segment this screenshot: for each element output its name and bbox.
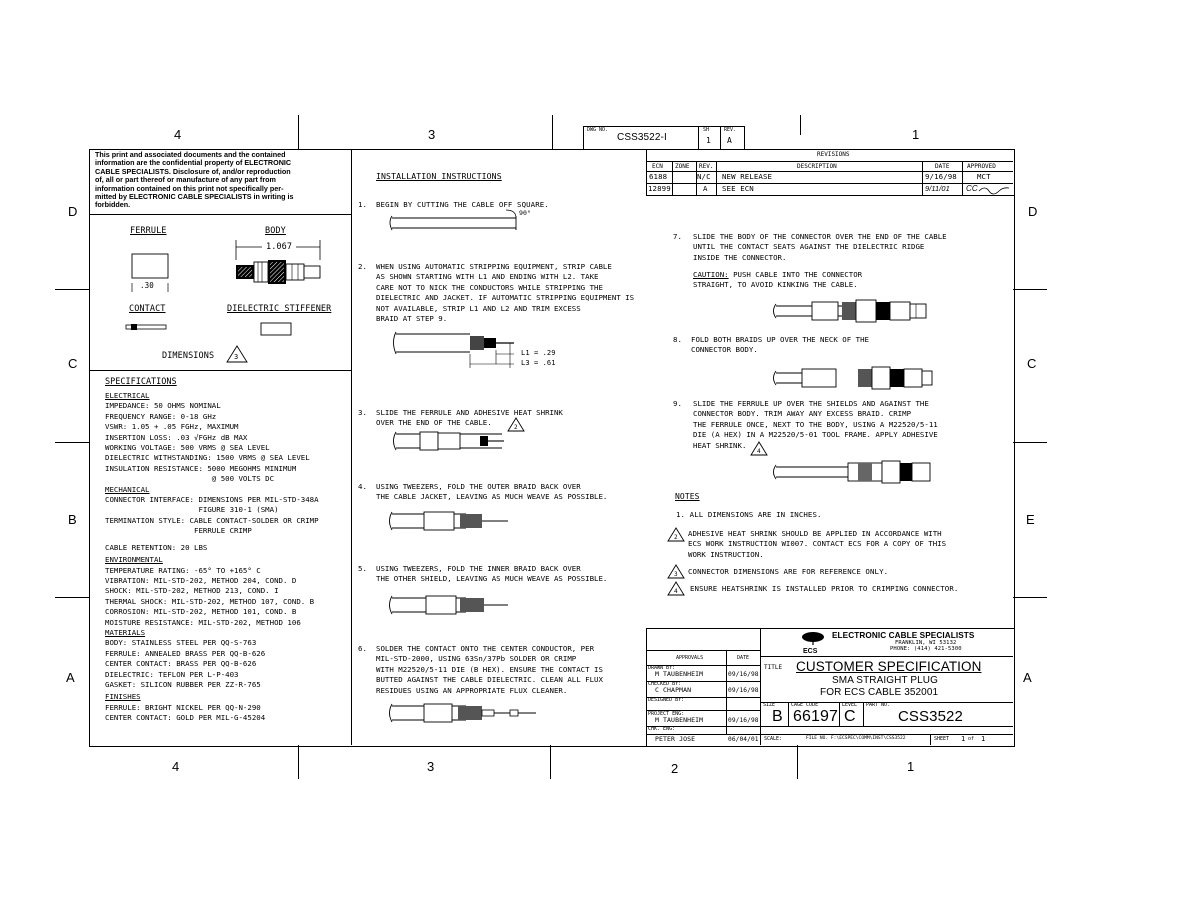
spec-line: CABLE RETENTION: 20 LBS	[105, 542, 208, 552]
step-1-number: 1.	[358, 200, 368, 209]
rev-row-rev: A	[703, 184, 708, 193]
divider	[672, 161, 673, 195]
zone-label-right-C: C	[1027, 356, 1037, 371]
zone-label-right-D: D	[1028, 204, 1038, 219]
notice-line: mitted by ELECTRONIC CABLE SPECIALISTS in writing is	[95, 192, 294, 202]
sheet-of: of	[968, 736, 975, 742]
checked-date: 09/16/98	[728, 687, 759, 694]
spec-line: FERRULE: ANNEALED BRASS PER QQ-B-626	[105, 648, 266, 658]
rev-row-rev: N/C	[697, 172, 711, 181]
step-9-text	[693, 399, 938, 451]
step-line: OVER THE END OF THE CABLE.	[376, 418, 492, 428]
ecs-logo-icon	[800, 631, 826, 655]
notice-line: CABLE SPECIALISTS. Disclosure of, and/or reproduction	[95, 166, 291, 176]
rev-row-description: SEE ECN	[722, 184, 754, 193]
step-1-text: BEGIN BY CUTTING THE CABLE OFF SQUARE.	[376, 200, 549, 209]
dimension-l3: L3 = .61	[521, 359, 556, 367]
note-line: WORK INSTRUCTION.	[688, 549, 764, 559]
spec-line: FREQUENCY RANGE: 0-18 GHz	[105, 411, 217, 421]
step-line: CARE NOT TO NICK THE CONDUCTORS WHILE STRIPPING THE	[376, 282, 603, 292]
scale-label: SCALE:	[764, 736, 783, 742]
notice-line: information contained on this print not specifically per-	[95, 183, 284, 193]
spec-line: INSULATION RESISTANCE: 5000 MEGOHMS MINIMUM	[105, 463, 297, 473]
ferrule-dimension: .30	[140, 281, 154, 290]
section-divider	[89, 214, 351, 215]
divider	[698, 126, 699, 149]
zone-tick	[1013, 289, 1047, 290]
step-line: NOT AVAILABLE, STRIP L1 AND L2 AND TRIM EXCESS	[376, 303, 581, 313]
caution-block	[693, 270, 862, 291]
company-name: ELECTRONIC CABLE SPECIALISTS	[832, 631, 975, 640]
step-9-note-ref: 4	[757, 448, 761, 455]
note-3-text: CONNECTOR DIMENSIONS ARE FOR REFERENCE ONLY.	[688, 567, 889, 576]
revisions-title: REVISIONS	[817, 151, 850, 158]
dimensions-label: DIMENSIONS	[162, 351, 215, 361]
zone-label-right-A: A	[1023, 670, 1032, 685]
sheet-value: 1	[706, 136, 711, 145]
zone-tick	[298, 745, 299, 779]
spec-line: WORKING VOLTAGE: 500 VRMS @ SEA LEVEL	[105, 443, 270, 453]
step-line: SLIDE THE BODY OF THE CONNECTOR OVER THE END OF THE CABLE	[693, 232, 947, 241]
spec-line: TERMINATION STYLE: CABLE CONTACT-SOLDER OR CRIMP	[105, 515, 319, 525]
zone-label-bottom-2: 2	[671, 761, 679, 776]
rev-row-date: 9/11/01	[925, 184, 950, 193]
step-3-drawing	[392, 430, 512, 452]
company-city: FRANKLIN, WI 53132	[895, 640, 957, 646]
divider	[646, 183, 1013, 184]
step-1-cable-drawing	[388, 210, 528, 232]
spec-line: VSWR: 1.05 + .05 FGHz, MAXIMUM	[105, 422, 239, 432]
note-4-number: 4	[674, 588, 678, 595]
step-9-number: 9.	[673, 399, 683, 408]
rev-row-ecn: 6188	[649, 172, 668, 181]
step-line: THE CABLE JACKET, LEAVING AS MUCH WEAVE AS POSSIBLE.	[376, 492, 608, 502]
svg-text:ECS: ECS	[803, 648, 818, 655]
chk-eng-value: PETER JOSE	[655, 735, 696, 743]
rev-row-description: NEW RELEASE	[722, 172, 773, 181]
installation-title: INSTALLATION INSTRUCTIONS	[376, 171, 502, 181]
spec-line: THERMAL SHOCK: MIL-STD-202, METHOD 107, COND. B	[105, 596, 315, 606]
spec-line: DIELECTRIC: TEFLON PER L-P-403	[105, 669, 239, 679]
step-line: USING TWEEZERS, FOLD THE INNER BRAID BACK OVER	[376, 564, 581, 573]
sheet-label: SH	[703, 127, 710, 133]
step-4-drawing	[388, 510, 518, 532]
spec-line: GASKET: SILICON RUBBER PER ZZ-R-765	[105, 679, 261, 689]
dimensions-note-ref: 3	[234, 353, 239, 361]
stiffener-drawing	[259, 321, 295, 337]
step-3-text	[376, 408, 563, 429]
spec-line: CONNECTOR INTERFACE: DIMENSIONS PER MIL-STD-348A	[105, 495, 319, 505]
zone-label-left-D: D	[68, 204, 78, 219]
divider	[646, 161, 1013, 162]
zone-label-top-3: 3	[428, 127, 436, 142]
project-eng-date: 09/16/98	[728, 717, 759, 724]
step-line: MIL-STD-2000, USING 63Sn/37Pb SOLDER OR CRIMP	[376, 654, 577, 664]
zone-label-top-4: 4	[174, 127, 182, 142]
step-3-note-ref: 2	[514, 424, 518, 431]
step-8-drawing	[772, 365, 942, 391]
dwg-no-value: CSS3522-I	[617, 132, 667, 143]
rev-row-ecn: 12899	[648, 184, 671, 193]
size-value: B	[772, 708, 783, 725]
spec-line: CENTER CONTACT: BRASS PER QQ-B-626	[105, 659, 257, 669]
title-label: TITLE	[764, 664, 783, 671]
environmental-heading: ENVIRONMENTAL	[105, 555, 163, 565]
step-7-number: 7.	[673, 232, 683, 241]
note-1: 1. ALL DIMENSIONS ARE IN INCHES.	[676, 510, 822, 519]
notes-title: NOTES	[675, 492, 700, 501]
finishes-heading: FINISHES	[105, 692, 141, 702]
step-line: DIELECTRIC AND JACKET. IF AUTOMATIC STRIPPING EQUIPMENT IS	[376, 293, 635, 303]
step-2-number: 2.	[358, 262, 368, 271]
rev-row-approved: MCT	[977, 172, 991, 181]
zone-label-left-A: A	[66, 670, 75, 685]
zone-tick	[55, 597, 89, 598]
zone-tick	[1013, 597, 1047, 598]
step-2-text	[376, 262, 634, 324]
zone-label-bottom-3: 3	[427, 759, 435, 774]
step-6-drawing	[388, 702, 548, 724]
zone-label-left-B: B	[68, 512, 77, 527]
zone-label-right-E: E	[1026, 512, 1035, 527]
dwg-no-label: DWG NO.	[587, 127, 609, 133]
mechanical-heading: MECHANICAL	[105, 484, 150, 494]
file-number: FILE NO. F:\ECSPEC\COMM\INST\CSS3522	[806, 736, 906, 741]
step-7-drawing	[772, 298, 942, 324]
rev-label: REV.	[724, 127, 737, 133]
step-6-number: 6.	[358, 644, 368, 653]
drawn-date: 09/16/98	[728, 671, 759, 678]
step-line: HEAT SHRINK.	[693, 440, 747, 450]
spec-line: CORROSION: MIL-STD-202, METHOD 101, COND. B	[105, 607, 297, 617]
caution-text: STRAIGHT, TO AVOID KINKING THE CABLE.	[693, 280, 858, 290]
spec-line: INSERTION LOSS: .03 √FGHz dB MAX	[105, 432, 248, 442]
specifications	[105, 376, 319, 724]
document-subtitle: SMA STRAIGHT PLUG	[832, 675, 938, 686]
contact-label: CONTACT	[129, 304, 166, 314]
zone-tick	[800, 115, 801, 135]
checked-by-value: C CHAPMAN	[655, 686, 692, 694]
step-9-drawing	[772, 459, 942, 485]
step-line: THE OTHER SHIELD, LEAVING AS MUCH WEAVE AS POSSIBLE.	[376, 574, 608, 584]
spec-line: FIGURE 310-1 (SMA)	[105, 505, 279, 515]
note-4-text: ENSURE HEATSHRINK IS INSTALLED PRIOR TO CRIMPING CONNECTOR.	[690, 584, 959, 593]
step-8-text	[691, 335, 869, 356]
zone-tick	[550, 745, 551, 779]
proprietary-notice	[95, 151, 293, 210]
notice-line: information are the confidential property of ELECTRONIC	[95, 158, 292, 168]
body-dimension-line	[234, 240, 324, 260]
step-line: DIE (A HEX) IN A M22520/5-01 TOOL FRAME. APPLY ADHESIVE	[693, 430, 938, 440]
divider	[646, 650, 760, 651]
divider	[962, 161, 963, 195]
spec-line: FERRULE: BRIGHT NICKEL PER QQ-N-290	[105, 702, 261, 712]
cage-code-label: CAGE CODE	[791, 702, 819, 708]
step-3-number: 3.	[358, 408, 368, 417]
divider	[863, 702, 864, 726]
rev-header-date: DATE	[935, 163, 950, 170]
zone-tick	[55, 442, 89, 443]
note-2-text	[688, 529, 946, 560]
body-label: BODY	[265, 226, 286, 236]
document-subtitle-cable: FOR ECS CABLE 352001	[820, 687, 939, 698]
step-5-drawing	[388, 594, 518, 616]
spec-line: FERRULE CRIMP	[105, 526, 252, 536]
project-eng-value: M TAUBENHEIM	[655, 716, 704, 724]
zone-label-bottom-1: 1	[907, 759, 915, 774]
sheet-label: SHEET	[934, 736, 950, 742]
note-line: ADHESIVE HEAT SHRINK SHOULD BE APPLIED IN ACCORDANCE WITH	[688, 529, 942, 538]
rev-header-rev: REV.	[699, 163, 714, 170]
drawn-by-label: DRAWN BY:	[648, 665, 676, 671]
zone-tick	[55, 289, 89, 290]
rev-header-zone: ZONE	[675, 163, 690, 170]
divider	[760, 628, 761, 745]
zone-tick	[552, 115, 553, 149]
step-line: CONNECTOR BODY. TRIM AWAY ANY EXCESS BRAID. CRIMP	[693, 409, 912, 419]
step-5-number: 5.	[358, 564, 368, 573]
step-5-text	[376, 564, 607, 585]
step-line: WHEN USING AUTOMATIC STRIPPING EQUIPMENT, STRIP CABLE	[376, 262, 612, 271]
spec-line: BODY: STAINLESS STEEL PER QQ-S-763	[105, 638, 257, 648]
step-line: BRAID AT STEP 9.	[376, 314, 448, 324]
divider	[716, 161, 717, 195]
step-7-text	[693, 232, 947, 263]
step-line: WITH M22520/5-11 DIE (B HEX). ENSURE THE CONTACT IS	[376, 664, 603, 674]
caution-label: CAUTION:	[693, 270, 729, 279]
chk-eng-label: CHK. ENG:	[648, 726, 676, 732]
approvals-label: APPROVALS	[676, 655, 704, 661]
step-line: RESIDUES USING AN APPROPRIATE FLUX CLEANER.	[376, 685, 568, 695]
electrical-heading: ELECTRICAL	[105, 391, 150, 400]
zone-tick	[1013, 442, 1047, 443]
rev-header-description: DESCRIPTION	[797, 163, 837, 170]
step-1-angle: 90°	[519, 209, 532, 217]
caution-text: PUSH CABLE INTO THE CONNECTOR	[733, 270, 863, 279]
ferrule-label: FERRULE	[130, 226, 167, 236]
step-line: FOLD BOTH BRAIDS UP OVER THE NECK OF THE	[691, 335, 869, 344]
divider	[922, 161, 923, 195]
notice-line: This print and associated documents and the contained	[95, 150, 286, 159]
cage-code-value: 66197	[793, 708, 838, 725]
zone-tick	[797, 745, 798, 779]
specifications-title: SPECIFICATIONS	[105, 377, 177, 387]
step-line: AS SHOWN STARTING WITH L1 AND ENDING WITH L2. TAKE	[376, 272, 599, 282]
contact-drawing	[125, 322, 170, 332]
drawn-by-value: M TAUBENHEIM	[655, 670, 704, 678]
approvals-date-label: DATE	[737, 655, 750, 661]
divider	[930, 734, 931, 745]
rev-header-approved: APPROVED	[967, 163, 996, 170]
divider	[788, 702, 789, 726]
section-divider	[89, 370, 351, 371]
dimension-l1: L1 = .29	[521, 349, 556, 357]
step-2-strip-drawing	[392, 328, 522, 370]
spec-line: IMPEDANCE: 50 OHMS NOMINAL	[105, 401, 221, 411]
notice-line: forbidden.	[95, 200, 131, 210]
divider	[839, 702, 840, 726]
step-line: SOLDER THE CONTACT ONTO THE CENTER CONDUCTOR, PER	[376, 644, 595, 653]
zone-label-left-C: C	[68, 356, 78, 371]
zone-tick	[298, 115, 299, 149]
note-2-number: 2	[674, 534, 678, 541]
step-line: THE FERRULE ONCE, NEXT TO THE BODY, USING A M22520/5-11	[693, 419, 938, 429]
divider	[760, 656, 1013, 657]
step-line: SLIDE THE FERRULE UP OVER THE SHIELDS AND AGAINST THE	[693, 399, 929, 408]
chk-eng-date: 06/04/01	[728, 736, 759, 743]
designed-by-label: DESIGNED BY:	[648, 697, 685, 703]
sheet-total: 1	[981, 735, 986, 743]
spec-line: DIELECTRIC WITHSTANDING: 1500 VRMS @ SEA LEVEL	[105, 453, 310, 463]
divider	[726, 650, 727, 734]
rev-header-ecn: ECN	[652, 163, 663, 170]
signature-icon	[978, 184, 1010, 196]
spec-line: CENTER CONTACT: GOLD PER MIL-G-45204	[105, 713, 266, 723]
zone-label-bottom-4: 4	[172, 759, 180, 774]
divider	[720, 126, 721, 149]
part-no-label: PART NO.	[866, 702, 891, 708]
step-line: UNTIL THE CONTACT SEATS AGAINST THE DIELECTRIC RIDGE	[693, 242, 925, 252]
notice-line: of, all or part thereof or manufacture of any part from	[95, 175, 276, 185]
spec-line: MOISTURE RESISTANCE: MIL-STD-202, METHOD 106	[105, 617, 301, 627]
step-4-number: 4.	[358, 482, 368, 491]
stiffener-label: DIELECTRIC STIFFENER	[227, 304, 332, 314]
spec-line: SHOCK: MIL-STD-202, METHOD 213, COND. I	[105, 586, 279, 596]
step-line: BUTTED AGAINST THE CABLE DIELECTRIC. CLEAN ALL FLUX	[376, 675, 603, 685]
step-4-text	[376, 482, 607, 503]
document-title: CUSTOMER SPECIFICATION	[796, 659, 982, 674]
level-value: C	[844, 708, 856, 725]
step-line: CONNECTOR BODY.	[691, 345, 758, 355]
rev-value: A	[727, 136, 732, 145]
step-line: USING TWEEZERS, FOLD THE OUTER BRAID BACK OVER	[376, 482, 581, 491]
rev-row-date: 9/16/98	[925, 172, 957, 181]
step-6-text	[376, 644, 603, 696]
step-line: INSIDE THE CONNECTOR.	[693, 252, 787, 262]
sheet-number: 1	[961, 735, 966, 743]
note-line: ECS WORK INSTRUCTION WI007. CONTACT ECS FOR A COPY OF THIS	[688, 539, 947, 549]
body-drawing	[234, 258, 326, 286]
step-line: SLIDE THE FERRULE AND ADHESIVE HEAT SHRINK	[376, 408, 563, 417]
part-no-value: CSS3522	[898, 708, 963, 725]
rev-row-approved: CC	[966, 184, 978, 193]
zone-label-top-1: 1	[912, 127, 920, 142]
divider	[646, 726, 1013, 727]
note-3-number: 3	[674, 571, 678, 578]
spec-line: TEMPERATURE RATING: -65° TO +165° C	[105, 565, 261, 575]
checked-by-label: CHECKED BY:	[648, 681, 682, 687]
company-phone: PHONE: (414) 421-5300	[890, 646, 962, 652]
body-dimension: 1.067	[266, 242, 293, 252]
size-label: SIZE	[763, 702, 776, 708]
column-divider	[351, 149, 352, 745]
step-8-number: 8.	[673, 335, 683, 344]
project-eng-label: PROJECT ENG:	[648, 711, 685, 717]
spec-line: @ 500 VOLTS DC	[105, 474, 275, 484]
level-label: LEVEL	[842, 702, 858, 708]
materials-heading: MATERIALS	[105, 627, 146, 637]
spec-line: VIBRATION: MIL-STD-202, METHOD 204, COND. D	[105, 575, 297, 585]
